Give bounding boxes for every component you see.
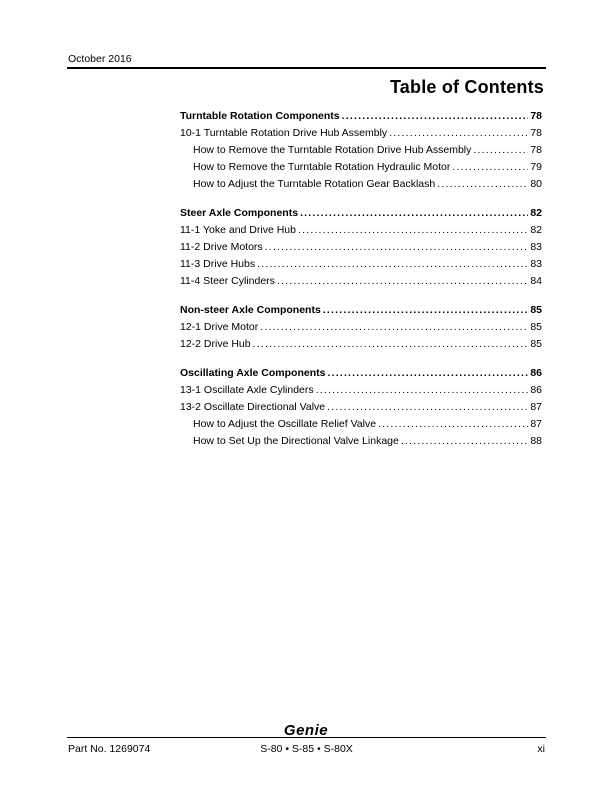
dot-leader	[327, 367, 528, 379]
dot-leader	[473, 144, 528, 156]
toc-entry-label: 12-2 Drive Hub	[180, 338, 251, 350]
toc-page-number: 85	[530, 321, 542, 333]
dot-leader	[327, 401, 528, 413]
footer-part-number: Part No. 1269074	[68, 743, 151, 755]
footer-model-names: S-80 • S-85 • S-80X	[260, 743, 353, 755]
toc-item-row	[180, 127, 542, 144]
dot-leader	[265, 241, 529, 253]
toc-page-number: 78	[530, 144, 542, 156]
toc-item-row	[180, 241, 542, 258]
toc-page-number: 87	[530, 401, 542, 413]
dot-leader	[378, 418, 528, 430]
toc-item-row	[180, 258, 542, 275]
footer	[68, 743, 545, 755]
toc-entry-label: Non-steer Axle Components	[180, 304, 321, 316]
toc-page-number: 78	[530, 127, 542, 139]
toc-page-number: 79	[530, 161, 542, 173]
genie-logo: Genie	[283, 722, 329, 739]
dot-leader	[452, 161, 528, 173]
header-date: October 2016	[68, 53, 132, 65]
toc-entry-label: Turntable Rotation Components	[180, 110, 340, 122]
toc-page-number: 86	[530, 384, 542, 396]
toc-page-number: 86	[530, 367, 542, 379]
toc-section-row	[180, 367, 542, 384]
dot-leader	[342, 110, 529, 122]
dot-leader	[437, 178, 528, 190]
toc-entry-label: Steer Axle Components	[180, 207, 299, 219]
dot-leader	[323, 304, 529, 316]
toc-entry-label: How to Remove the Turntable Rotation Drive Hub Assembly	[193, 144, 472, 156]
toc-page-number: 84	[530, 275, 542, 287]
toc-item-row	[180, 275, 542, 292]
toc-item-row	[180, 435, 542, 452]
toc-section-row	[180, 304, 542, 321]
toc-item-row	[180, 384, 542, 401]
dot-leader	[300, 207, 528, 219]
toc-entry-label: 10-1 Turntable Rotation Drive Hub Assembly	[180, 127, 388, 139]
dot-leader	[298, 224, 528, 236]
header-rule	[67, 67, 546, 69]
dot-leader	[253, 338, 529, 350]
toc-item-row	[180, 321, 542, 338]
dot-leader	[260, 321, 528, 333]
toc-section-row	[180, 207, 542, 224]
footer-rule	[67, 737, 546, 738]
toc-page-number: 88	[530, 435, 542, 447]
toc-entry-label: 11-1 Yoke and Drive Hub	[180, 224, 296, 236]
toc-item-row	[180, 178, 542, 195]
toc-section-row	[180, 110, 542, 127]
toc-entry-label: Oscillating Axle Components	[180, 367, 326, 379]
dot-leader	[401, 435, 528, 447]
toc-item-row	[180, 401, 542, 418]
toc-item-row	[180, 338, 542, 355]
toc-entry-label: How to Adjust the Oscillate Relief Valve	[193, 418, 377, 430]
toc-item-row	[180, 418, 542, 435]
toc-page-number: 85	[530, 338, 542, 350]
toc-entry-label: How to Remove the Turntable Rotation Hydraulic Motor	[193, 161, 451, 173]
toc-entry-label: 11-2 Drive Motors	[180, 241, 263, 253]
toc-page-number: 87	[530, 418, 542, 430]
toc-entry-label: 11-3 Drive Hubs	[180, 258, 256, 270]
toc-entry-label: 13-1 Oscillate Axle Cylinders	[180, 384, 314, 396]
toc-page-number: 85	[530, 304, 542, 316]
toc-item-row	[180, 161, 542, 178]
toc-page-number: 82	[530, 207, 542, 219]
toc-list	[180, 110, 542, 452]
dot-leader	[257, 258, 528, 270]
toc-entry-label: How to Adjust the Turntable Rotation Gear Backlash	[193, 178, 436, 190]
toc-entry-label: 12-1 Drive Motor	[180, 321, 259, 333]
toc-item-row	[180, 224, 542, 241]
toc-page-number: 83	[530, 241, 542, 253]
toc-item-row	[180, 144, 542, 161]
dot-leader	[389, 127, 528, 139]
toc-page-number: 80	[530, 178, 542, 190]
dot-leader	[316, 384, 529, 396]
toc-entry-label: 11-4 Steer Cylinders	[180, 275, 275, 287]
dot-leader	[277, 275, 528, 287]
toc-page-number: 83	[530, 258, 542, 270]
toc-page-number: 78	[530, 110, 542, 122]
toc-entry-label: How to Set Up the Directional Valve Linkage	[193, 435, 399, 447]
footer-page-number: xi	[537, 743, 545, 755]
toc-page-number: 82	[530, 224, 542, 236]
page-title: Table of Contents	[389, 77, 544, 97]
toc-entry-label: 13-2 Oscillate Directional Valve	[180, 401, 326, 413]
